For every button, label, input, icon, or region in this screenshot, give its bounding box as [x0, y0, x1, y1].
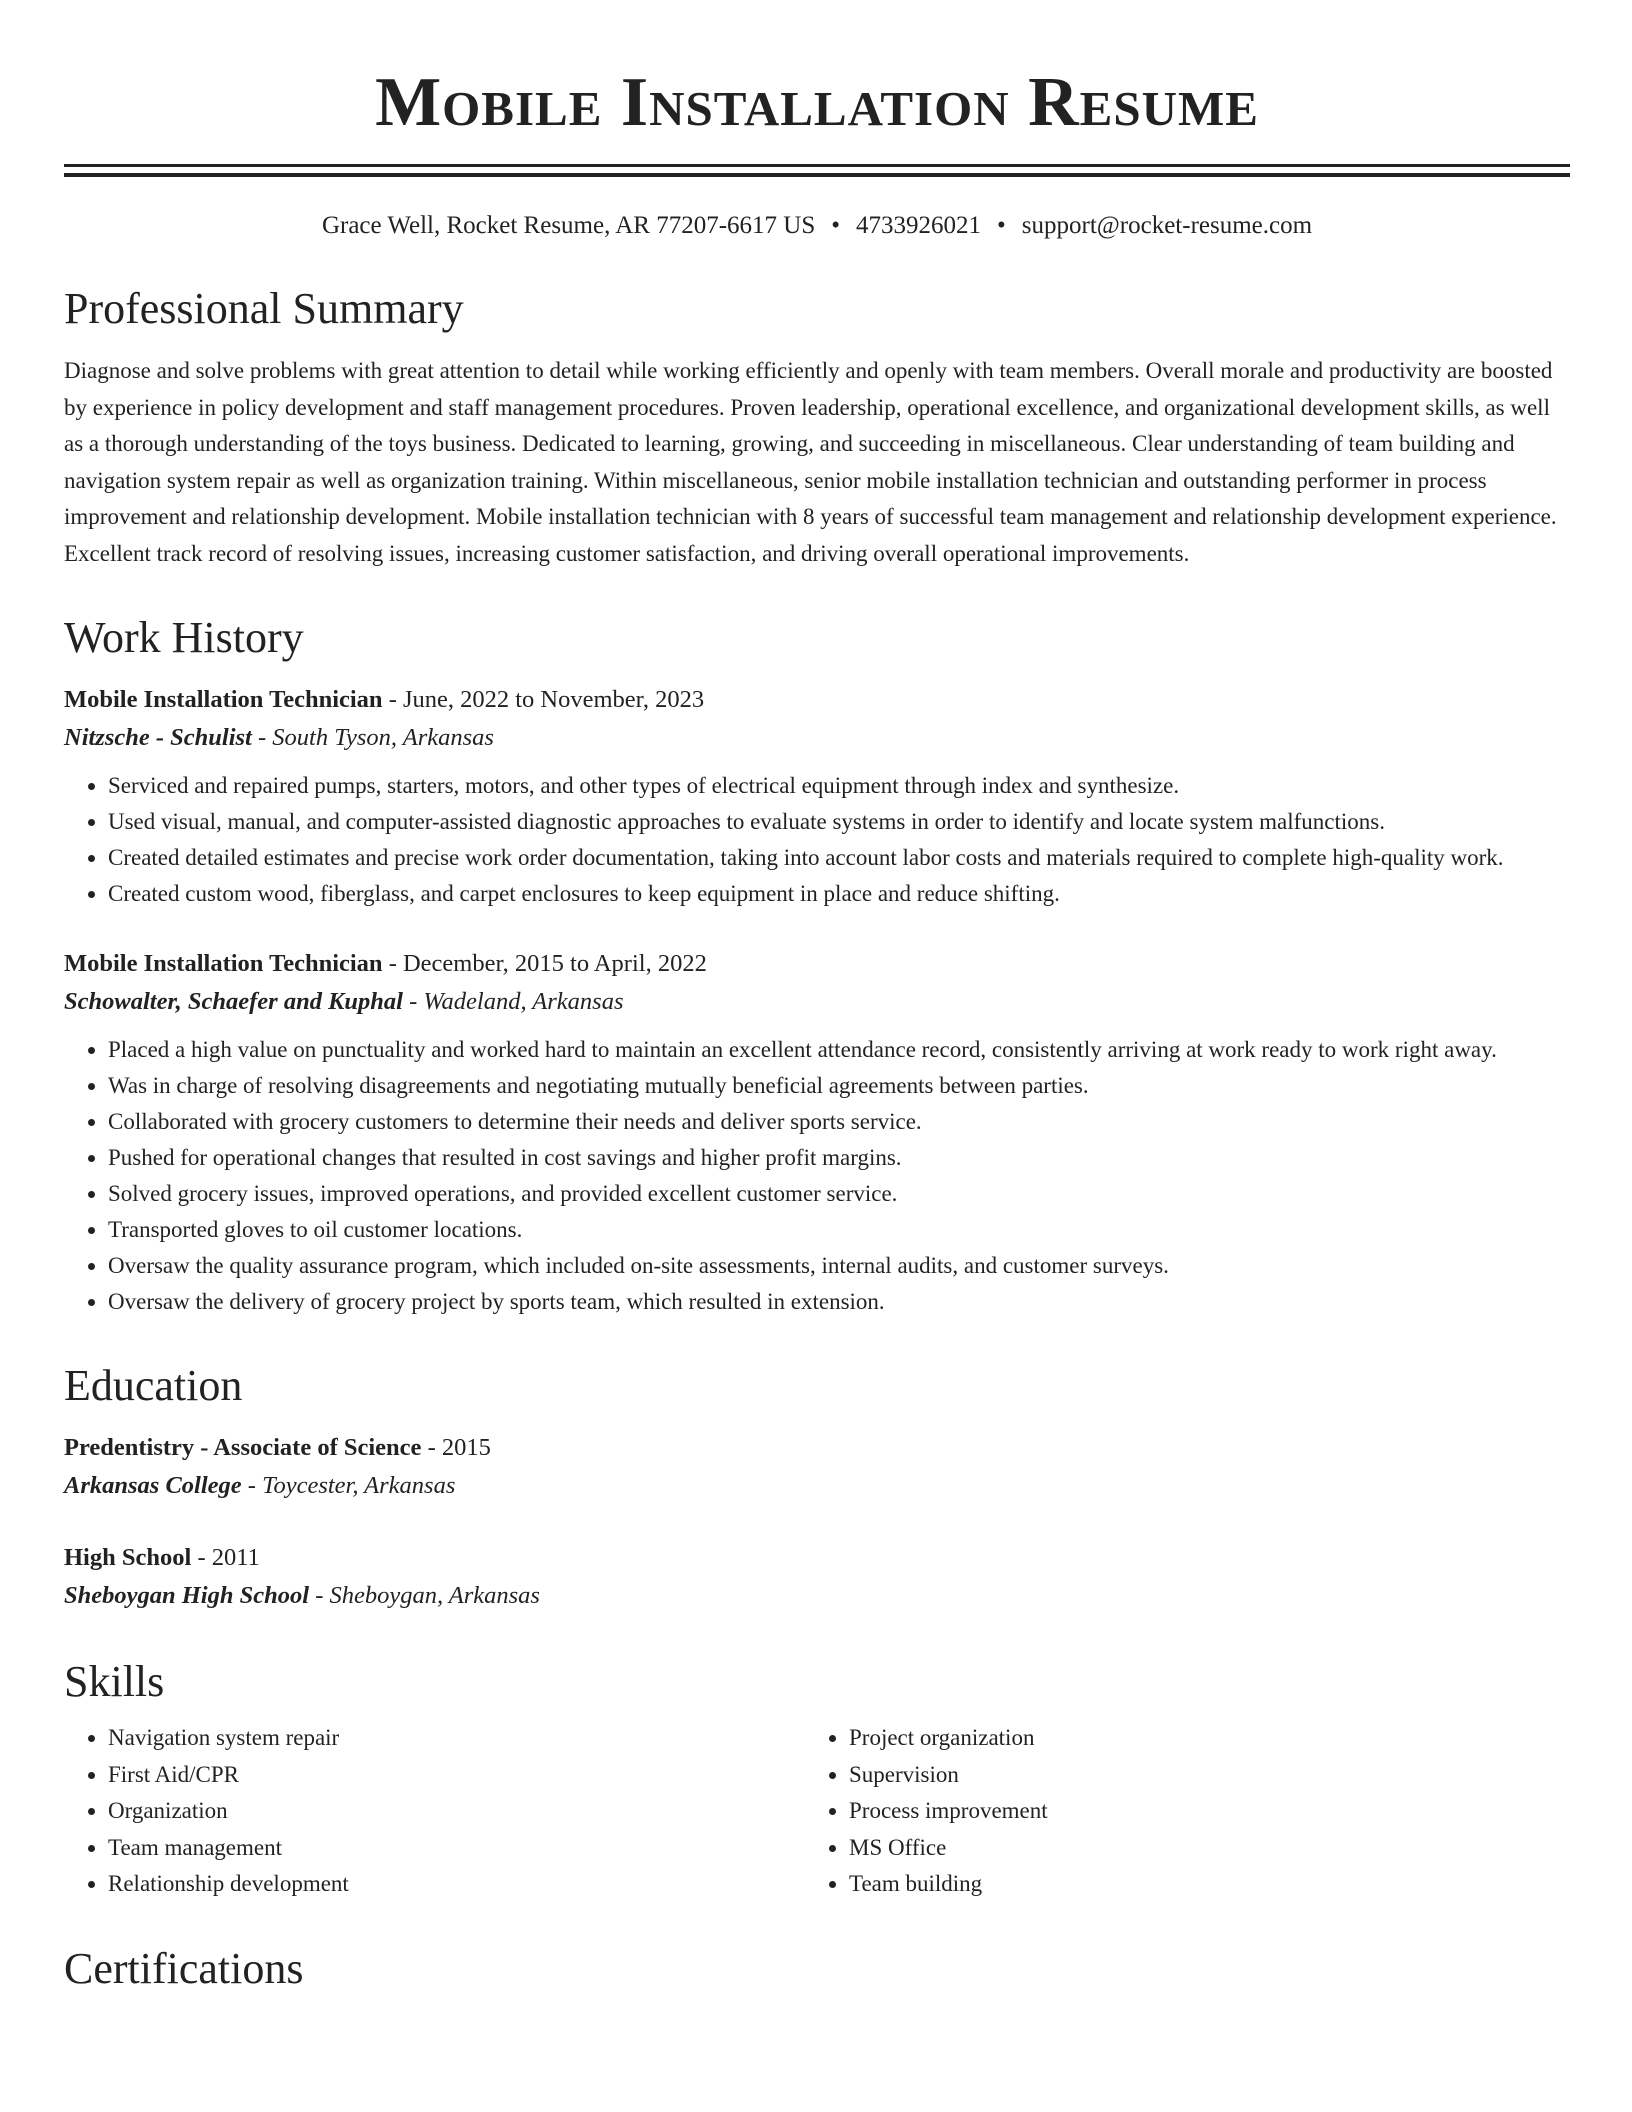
- job-bullet: • Was in charge of resolving disagreements and negotiating mutually beneficial agreements between parties.: [108, 1068, 1570, 1104]
- contact-separator: •: [831, 212, 840, 239]
- job-bullets: [64, 1032, 1570, 1320]
- certifications-section: [64, 1941, 1570, 1997]
- education-entry: [64, 1430, 1570, 1506]
- job-company: Nitzsche - Schulist: [64, 724, 252, 751]
- summary-heading: Professional Summary: [64, 284, 464, 333]
- contact-line: [64, 209, 1570, 243]
- job-bullet: • Pushed for operational changes that resulted in cost savings and higher profit margins.: [108, 1140, 1570, 1176]
- school-line: [64, 1466, 1570, 1506]
- contact-address: Grace Well, Rocket Resume, AR 77207-6617 US: [321, 212, 816, 239]
- school-name: Sheboygan High School: [64, 1582, 310, 1609]
- graduation-year: - 2015: [421, 1434, 491, 1461]
- degree: Predentistry - Associate of Science: [64, 1434, 422, 1461]
- skill-item: • Relationship development: [108, 1866, 805, 1903]
- job-bullet: • Oversaw the delivery of grocery project by sports team, which resulted in extension.: [108, 1284, 1570, 1320]
- job-bullet: • Collaborated with grocery customers to determine their needs and deliver sports service.: [108, 1104, 1570, 1140]
- skill-item: • Navigation system repair: [108, 1720, 805, 1757]
- school-line: [64, 1576, 1570, 1616]
- contact-separator: •: [997, 212, 1006, 239]
- school-location: - Sheboygan, Arkansas: [309, 1582, 540, 1609]
- school-location: - Toycester, Arkansas: [241, 1472, 456, 1499]
- job-bullet: • Created custom wood, fiberglass, and carpet enclosures to keep equipment in place and reduce shifting.: [108, 876, 1570, 912]
- education-heading: Education: [64, 1361, 243, 1410]
- job-title: Mobile Installation Technician: [64, 950, 383, 977]
- job-entry: [64, 682, 1570, 912]
- job-bullet: • Serviced and repaired pumps, starters, motors, and other types of electrical equipment through index and synthesize.: [108, 768, 1570, 804]
- school-name: Arkansas College: [64, 1472, 242, 1499]
- resume-title: Mobile Installation Resume: [375, 64, 1259, 141]
- skills-section: [64, 1654, 1570, 1903]
- title-divider-bottom: [64, 173, 1570, 177]
- job-bullet: • Created detailed estimates and precise work order documentation, taking into account labor costs and materials required to complete high-quality work.: [108, 840, 1570, 876]
- contact-phone: 4733926021: [856, 212, 981, 239]
- skills-heading: Skills: [64, 1657, 165, 1706]
- skills-column-right: [805, 1720, 1546, 1903]
- skills-grid: [64, 1720, 1570, 1903]
- work-history-heading: Work History: [64, 613, 304, 662]
- job-bullet: • Solved grocery issues, improved operations, and provided excellent customer service.: [108, 1176, 1570, 1212]
- job-company: Schowalter, Schaefer and Kuphal: [64, 988, 403, 1015]
- summary-text: Diagnose and solve problems with great attention to detail while working efficiently and openly with team members. Overall morale and productivity are boosted by experience in policy development and staff management procedures. Proven leadership, operational excellence, and organizational development skills, as well as a thorough understanding of the toys business. Dedicated to learning, growing, and succeeding in miscellaneous. Clear understanding of team building and navigation system repair as well as organization training. Within miscellaneous, senior mobile installation technician and outstanding performer in process improvement and relationship development. Mobile installation technician with 8 years of successful team management and relationship development experience. Excellent track record of resolving issues, increasing customer satisfaction, and driving overall operational improvements.: [64, 358, 1557, 566]
- work-history-section: [64, 610, 1570, 1320]
- skills-column-left: [64, 1720, 805, 1903]
- degree: High School: [64, 1544, 192, 1571]
- job-dates: - December, 2015 to April, 2022: [382, 950, 707, 977]
- education-entry: [64, 1540, 1570, 1616]
- skill-item: • Process improvement: [849, 1793, 1546, 1830]
- title-divider-top: [64, 164, 1570, 167]
- skill-item: • Organization: [108, 1793, 805, 1830]
- job-bullet: • Transported gloves to oil customer locations.: [108, 1212, 1570, 1248]
- job-title-line: [64, 682, 1570, 718]
- graduation-year: - 2011: [191, 1544, 260, 1571]
- job-dates: - June, 2022 to November, 2023: [382, 686, 705, 713]
- job-bullet: • Oversaw the quality assurance program, which included on-site assessments, internal audits, and customer surveys.: [108, 1248, 1570, 1284]
- degree-line: [64, 1430, 1570, 1466]
- job-entry: [64, 946, 1570, 1320]
- job-location: - Wadeland, Arkansas: [402, 988, 624, 1015]
- job-company-line: [64, 982, 1570, 1022]
- job-title: Mobile Installation Technician: [64, 686, 383, 713]
- contact-email: support@rocket-resume.com: [1021, 212, 1313, 239]
- degree-line: [64, 1540, 1570, 1576]
- job-bullet: • Placed a high value on punctuality and worked hard to maintain an excellent attendance record, consistently arriving at work ready to work right away.: [108, 1032, 1570, 1068]
- certifications-heading: Certifications: [64, 1943, 304, 1993]
- skill-item: • Supervision: [849, 1757, 1546, 1794]
- job-bullet: • Used visual, manual, and computer-assisted diagnostic approaches to evaluate systems in order to identify and locate system malfunctions.: [108, 804, 1570, 840]
- skill-item: • Project organization: [849, 1720, 1546, 1757]
- skill-item: • Team management: [108, 1830, 805, 1867]
- job-bullets: [64, 768, 1570, 912]
- education-section: [64, 1358, 1570, 1616]
- job-company-line: [64, 718, 1570, 758]
- skill-item: • Team building: [849, 1866, 1546, 1903]
- skill-item: • MS Office: [849, 1830, 1546, 1867]
- skill-item: • First Aid/CPR: [108, 1757, 805, 1794]
- summary-section: [64, 281, 1570, 572]
- resume-page: [64, 0, 1570, 1997]
- job-location: - South Tyson, Arkansas: [251, 724, 494, 751]
- job-title-line: [64, 946, 1570, 982]
